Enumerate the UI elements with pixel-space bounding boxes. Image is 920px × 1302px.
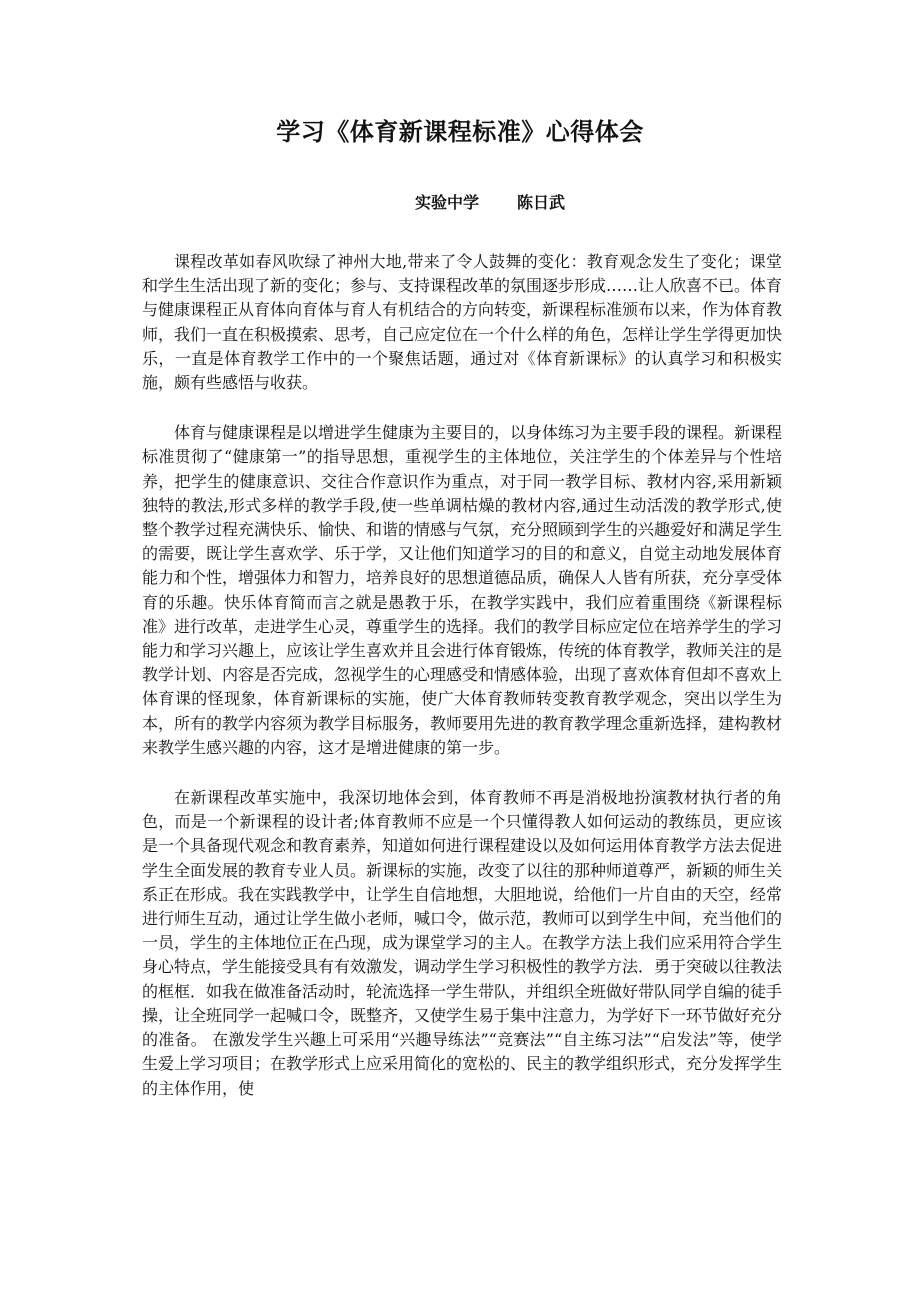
paragraph-2: 体育与健康课程是以增进学生健康为主要目的，以身体练习为主要手段的课程。新课程标准贯彻了“健康第一”的指导思想，重视学生的主体地位，关注学生的个体差异与个性培养，把学生的健康意识、交往合作意识作为重点，对于同一教学目标、教材内容,采用新颖独特的教法,形式多样的教学手段,使一些单调枯燥的教材内容,通过生动活泼的教学形式,使整个教学过程充满快乐、愉快、和谐的情感与气氛，充分照顾到学生的兴趣爱好和满足学生的需要，既让学生喜欢学、乐于学，又让他们知道学习的目的和意义，自觉主动地发展体育能力和个性，增强体力和智力，培养良好的思想道德品质，确保人人皆有所获，充分享受体育的乐趣。快乐体育简而言之就是愚教于乐，在教学实践中，我们应着重围绕《新课程标准》进行改革，走进学生心灵，尊重学生的选择。我们的教学目标应定位在培养学生的学习能力和学习兴趣上，应该让学生喜欢并且会进行体育锻炼，传统的体育教学，教师关注的是教学计划、内容是否完成，忽视学生的心理感受和情感体验，出现了喜欢体育但却不喜欢上体育课的怪现象，体育新课标的实施，使广大体育教师转变教育教学观念，突出以学生为本，所有的教学内容须为教学目标服务，教师要用先进的教育教学理念重新选择，建构教材来教学生感兴趣的内容，这才是增进健康的第一步。	[142, 423, 783, 757]
school-name: 实验中学	[414, 193, 479, 212]
author-byline	[340, 190, 640, 216]
document-title: 学习《体育新课程标准》心得体会	[276, 118, 644, 146]
author-name: 陈日武	[517, 193, 566, 212]
document-body	[142, 250, 782, 1127]
paragraph-3: 在新课程改革实施中，我深切地体会到，体育教师不再是消极地扮演教材执行者的角色，而是一个新课程的设计者;体育教师不应是一个只懂得教人如何运动的教练员，更应该是一个具备现代观念和教育素养，知道如何进行课程建设以及如何运用体育教学方法去促进学生全面发展的教育专业人员。新课标的实施，改变了以往的那种师道尊严，新颖的师生关系正在形成。我在实践教学中，让学生自信地想，大胆地说，给他们一片自由的天空，经常进行师生互动，通过让学生做小老师，喊口令，做示范，教师可以到学生中间，充当他们的一员，学生的主体地位正在凸现，成为课堂学习的主人。在教学方法上我们应采用符合学生身心特点，学生能接受具有有效激发，调动学生学习积极性的教学方法．勇于突破以往教法的框框．如我在做准备活动时，轮流选择一学生带队，并组织全班做好带队同学自编的徒手操，让全班同学一起喊口令，既整齐，又使学生易于集中注意力，为学好下一环节做好充分的准备。 在激发学生兴趣上可采用“兴趣导练法”“竞赛法”“自主练习法”“启发法”等，使学生爱上学习项目；在教学形式上应采用简化的宽松的、民主的教学组织形式，充分发挥学生的主体作用，使	[142, 788, 783, 1098]
paragraph-1: 课程改革如春风吹绿了神州大地,带来了令人鼓舞的变化：教育观念发生了变化；课堂和学生生活出现了新的变化；参与、支持课程改革的氛围逐步形成……让人欣喜不已。体育与健康课程正从育体向育体与育人有机结合的方向转变，新课程标准颁布以来，作为体育教师，我们一直在积极摸索、思考，自己应定位在一个什么样的角色，怎样让学生学得更加快乐，一直是体育教学工作中的一个聚焦话题，通过对《体育新课标》的认真学习和积极实施，颇有些感悟与收获。	[142, 252, 783, 393]
